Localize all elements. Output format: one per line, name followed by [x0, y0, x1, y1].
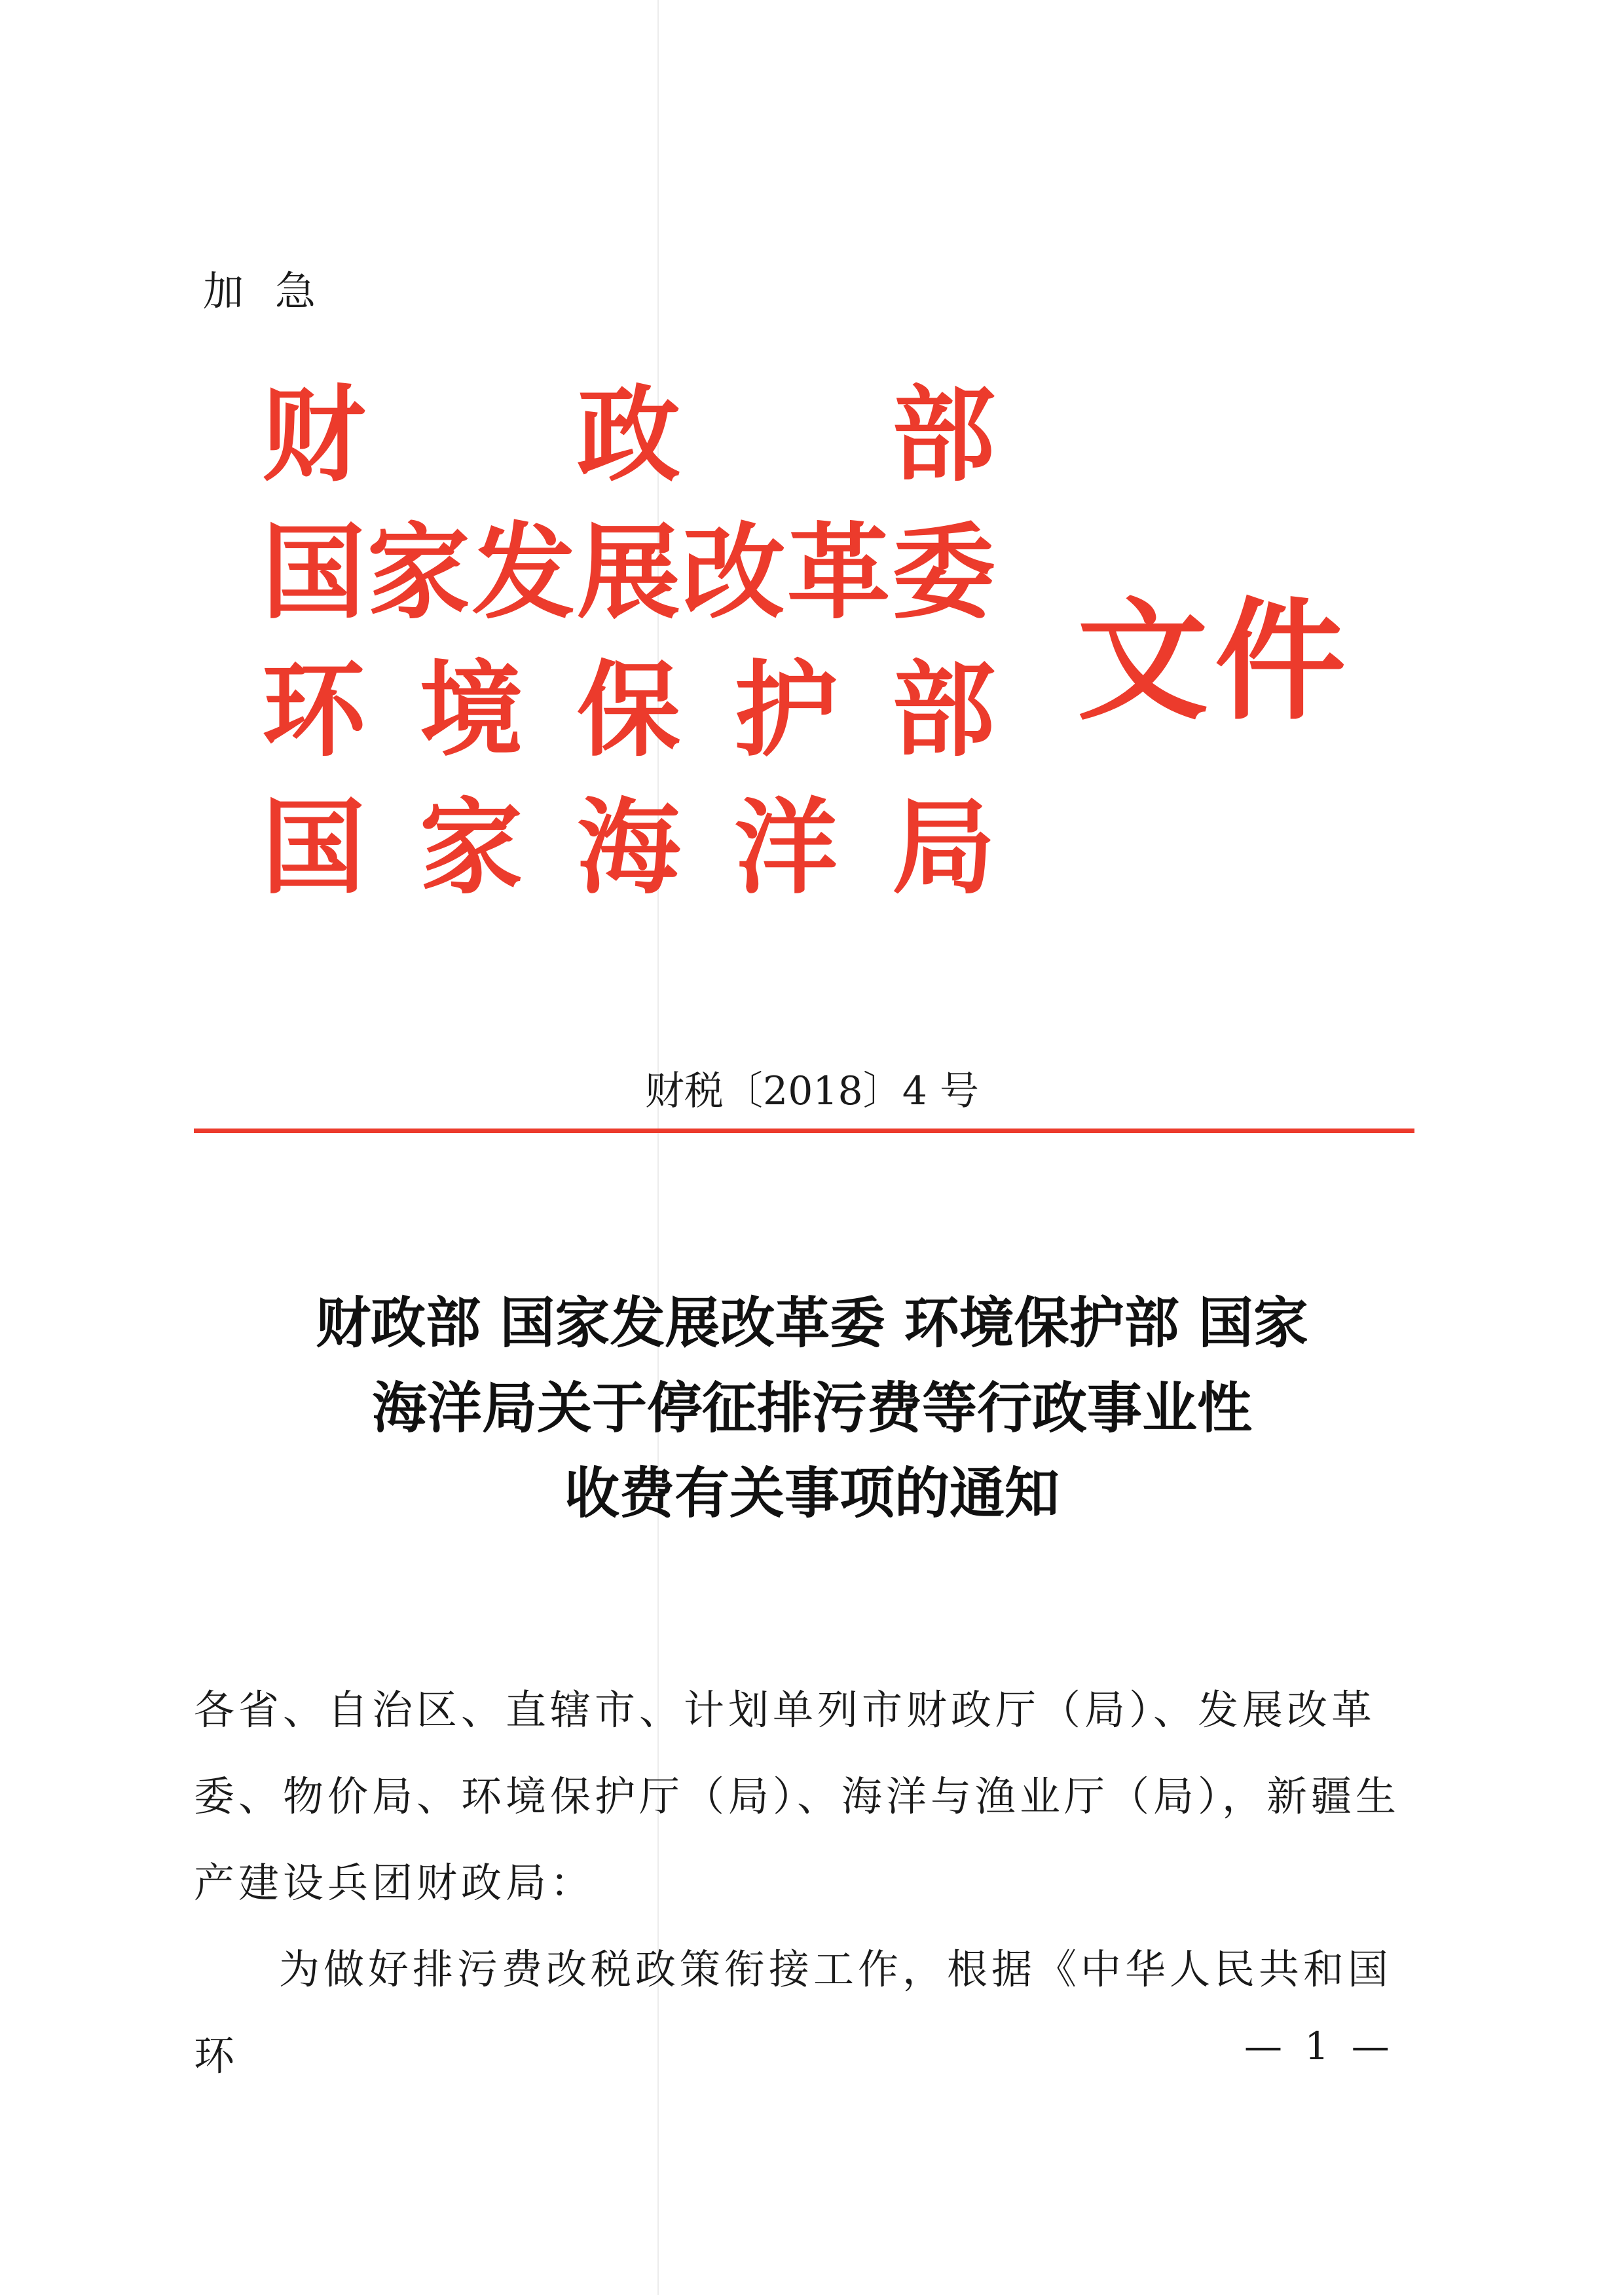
issuer-line-ocean — [262, 779, 995, 917]
title-line: 海洋局关于停征排污费等行政事业性 — [371, 1375, 1252, 1440]
issuer-line-finance — [262, 367, 995, 504]
issuer-line-environment — [262, 642, 995, 779]
document-type-label: 文件 — [1077, 584, 1353, 738]
document-number: 财税〔2018〕4 号 — [645, 1068, 979, 1114]
issuer-char: 改 — [682, 512, 786, 633]
page-number: — 1 — — [1244, 2024, 1395, 2068]
document-body — [194, 1667, 1414, 2099]
issuer-char: 国 — [262, 787, 365, 908]
issuer-char: 部 — [892, 650, 995, 771]
issuer-block — [262, 367, 995, 917]
issuer-char: 家 — [367, 512, 471, 633]
issuer-char: 发 — [471, 512, 576, 633]
urgency-mark: 加急 — [203, 267, 348, 315]
issuer-char: 财 — [262, 375, 365, 496]
body-paragraph: 为做好排污费改税政策衔接工作，根据《中华人民共和国环 — [194, 1945, 1393, 2080]
issuer-char: 部 — [892, 375, 995, 496]
issuer-char: 洋 — [734, 787, 838, 908]
issuer-char: 局 — [892, 787, 995, 908]
issuer-char: 革 — [786, 512, 891, 633]
issuer-char: 展 — [576, 512, 680, 633]
issuer-char: 保 — [577, 650, 680, 771]
addressee: 各省、自治区、直辖市、计划单列市财政厅（局）、发展改革委、物价局、环境保护厅（局）、海洋与渔业厅（局），新疆生产建设兵团财政局： — [194, 1686, 1401, 1907]
issuer-char: 委 — [891, 512, 995, 633]
issuer-char: 家 — [419, 787, 523, 908]
title-line: 收费有关事项的通知 — [564, 1461, 1060, 1525]
issuer-char: 境 — [419, 650, 523, 771]
issuer-char: 环 — [262, 650, 365, 771]
issuer-char: 海 — [577, 787, 680, 908]
red-header-divider — [194, 1129, 1414, 1133]
issuer-char: 政 — [577, 375, 680, 496]
title-line: 财政部 国家发展改革委 环境保护部 国家 — [316, 1290, 1308, 1355]
issuer-char: 护 — [734, 650, 838, 771]
issuer-line-ndrc — [262, 504, 995, 642]
issuer-char: 国 — [262, 512, 365, 633]
document-title — [131, 1280, 1493, 1536]
